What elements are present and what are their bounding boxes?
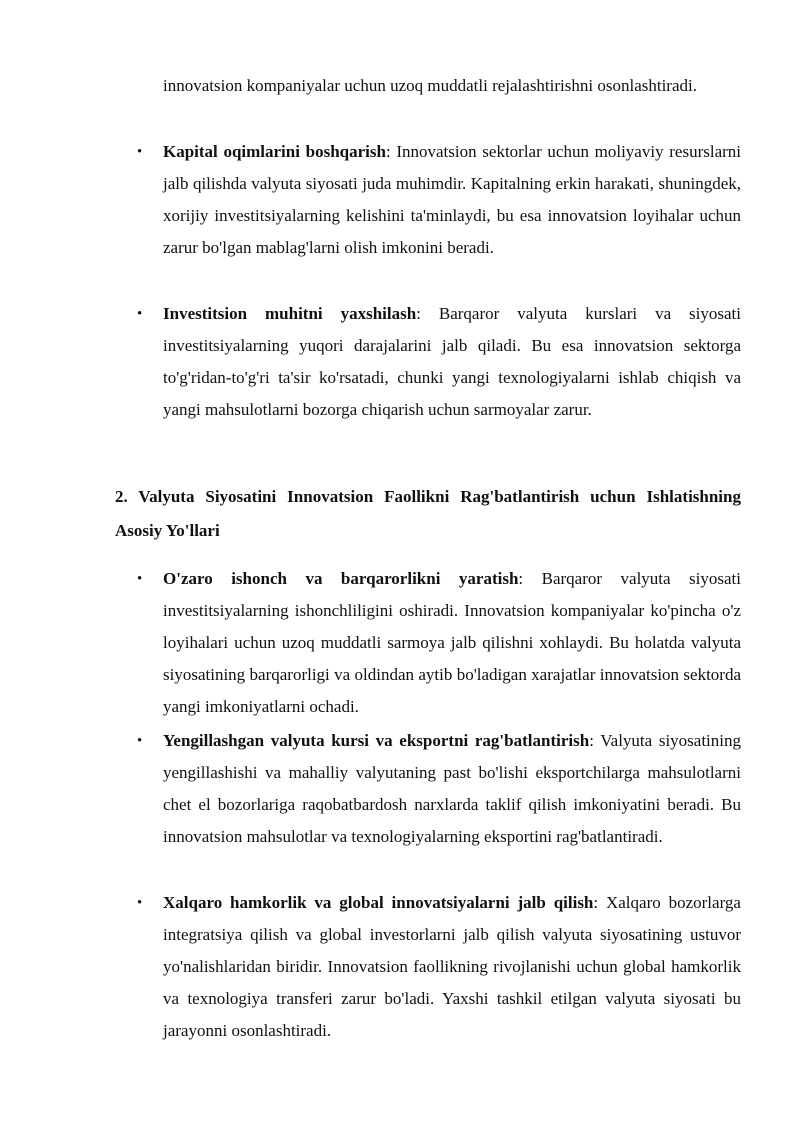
list-item-text [163,887,741,1047]
list-item-body: Valyuta siyosatining yengillashishi va mahalliy valyutaning past bo'lishi eksportchilarga mahsulotlarni chet el bozorlariga raqobatbardosh narxlarda taklif qilish imkoniyatini beradi. Bu innovatsion mahsulotlar va texnologiyalarning eksportini rag'batlantiradi. [163,731,741,846]
list-item-text [163,298,741,426]
list-item-text [163,725,741,853]
list-item [137,887,741,1047]
list-item-title: Investitsion muhitni yaxshilash [163,304,417,323]
section-heading: 2. Valyuta Siyosatini Innovatsion Faollikni Rag'batlantirish uchun Ishlatishning Asosiy Yo'llari [115,487,741,540]
paragraph-continuation: innovatsion kompaniyalar uchun uzoq muddatli rejalashtirishni osonlashtiradi. [163,76,697,95]
list-item-body: Barqaror valyuta kurslari va siyosati investitsiyalarning yuqori darajalarini jalb qiladi. Bu esa innovatsion sektorga to'g'ridan-to'g'ri ta'sir ko'rsatadi, chunki yangi texnologiyalarni ishlab chiqish va yangi mahsulotlarni bozorga chiqarish uchun sarmoyalar zarur. [163,304,742,419]
list-item [137,298,742,426]
bullet-icon: • [137,733,143,749]
list-item-title: Yengillashgan valyuta kursi va eksportni rag'batlantirish [163,731,590,750]
list-item-text [163,563,741,723]
list-item-body: Barqaror valyuta siyosati investitsiyalarning ishonchliligini oshiradi. Innovatsion kompaniyalar ko'pincha o'z loyihalari uchun uzoq muddatli sarmoya jalb qilishni xohlaydi. Bu holatda valyuta siyosatining barqarorligi va oldindan aytib bo'ladigan xarajatlar innovatsion sektorda yangi imkoniyatlarni ochadi. [163,569,741,716]
bullet-icon: • [137,144,143,160]
bullet-icon: • [137,306,143,322]
list-item-separator: : [518,569,524,588]
list-item-body: Innovatsion sektorlar uchun moliyaviy resurslarni jalb qilishda valyuta siyosati juda muhimdir. Kapitalning erkin harakati, shuningdek, xorijiy investitsiyalarning kelishini ta'minlaydi, bu esa innovatsion loyihalar uchun zarur bo'lgan mablag'larni olish imkonini beradi. [163,142,741,257]
list-item [137,725,741,853]
list-item-separator: : [589,731,594,750]
bullet-icon: • [137,895,143,911]
bullet-icon: • [137,571,143,587]
list-item-separator: : [385,142,391,161]
list-item-body: Xalqaro bozorlarga integratsiya qilish va global investorlarni jalb qilish valyuta siyosatining ustuvor yo'nalishlaridan biridir. Innovatsion faollikning rivojlanishi uchun global hamkorlik va texnologiya transferi zarur bo'ladi. Yaxshi tashkil etilgan valyuta siyosati bu jarayonni osonlashtiradi. [163,893,741,1040]
list-item [137,136,741,264]
list-item-separator: : [416,304,421,323]
list-item-separator: : [593,893,599,912]
list-item-title: Kapital oqimlarini boshqarish [163,142,386,161]
list-item-title: Xalqaro hamkorlik va global innovatsiyalarni jalb qilish [163,893,594,912]
list-item-title: O'zaro ishonch va barqarorlikni yaratish [163,569,519,588]
list-item [137,563,741,723]
list-item-text [163,136,741,264]
